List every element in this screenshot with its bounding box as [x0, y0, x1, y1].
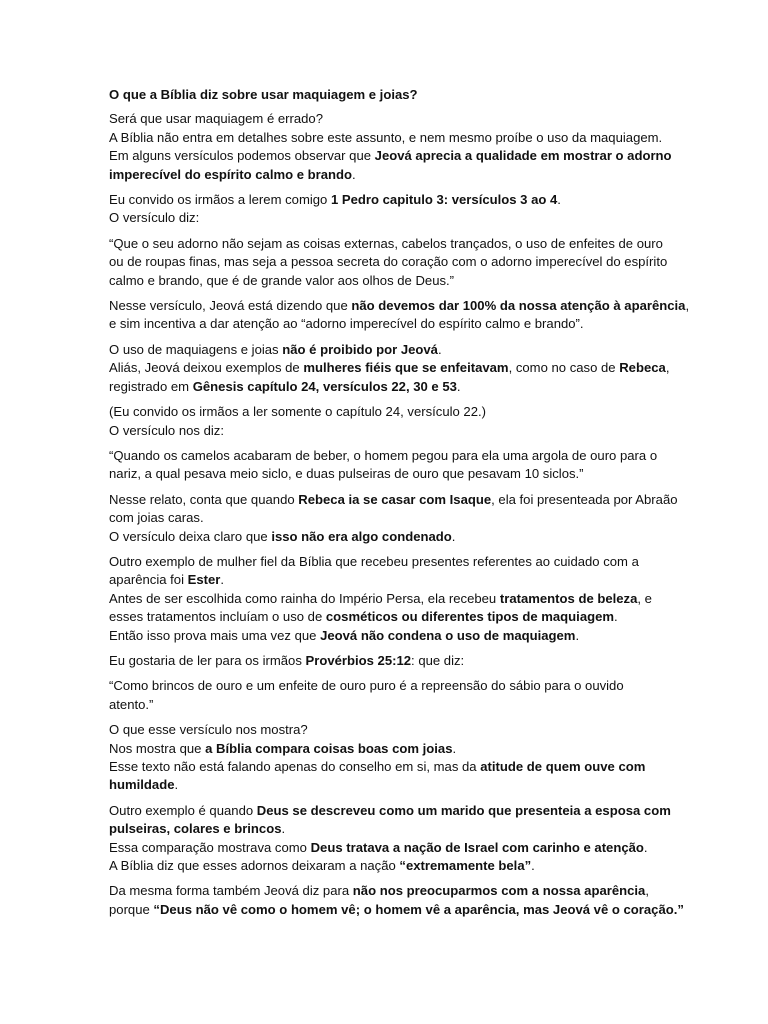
- bold-text: a Bíblia compara coisas boas com joias: [205, 740, 453, 756]
- text-run: : que diz:: [411, 652, 465, 668]
- bold-text: tratamentos de beleza: [499, 590, 638, 606]
- text-run: “Como brincos de ouro e um enfeite de ouro puro é a repreensão do sábio para o ouvido: [109, 678, 624, 694]
- text-line: [109, 553, 657, 571]
- text-line: [109, 758, 657, 776]
- paragraph: [109, 191, 657, 228]
- bold-text: isso não era algo condenado: [271, 528, 452, 544]
- text-line: [109, 528, 657, 546]
- bold-text: “Deus não vê como o homem vê; o homem vê a aparência, mas Jeová vê o coração.”: [153, 901, 684, 917]
- paragraph: [109, 235, 668, 290]
- text-line: [109, 608, 657, 626]
- bold-text: não é proibido por Jeová: [282, 341, 438, 357]
- text-run: Outro exemplo de mulher fiel da Bíblia que recebeu presentes referentes ao cuidado com a: [109, 553, 639, 569]
- document-title: O que a Bíblia diz sobre usar maquiagem e joias?: [109, 87, 418, 102]
- text-run: ,: [685, 298, 690, 314]
- text-run: porque: [109, 901, 154, 917]
- text-line: [109, 272, 657, 290]
- text-line: [109, 839, 657, 857]
- text-run: .: [281, 821, 286, 837]
- text-run: O versículo nos diz:: [109, 422, 224, 438]
- bold-text: Jeová não condena o uso de maquiagem: [320, 627, 576, 643]
- paragraph: [109, 447, 657, 484]
- bold-text: Rebeca ia se casar com Isaque: [298, 491, 492, 507]
- text-line: [109, 341, 657, 359]
- text-run: Essa comparação mostrava como: [109, 839, 311, 855]
- paragraph: [109, 403, 657, 440]
- paragraph: [109, 110, 672, 184]
- bold-text: Deus tratava a nação de Israel com carinho e atenção: [310, 839, 644, 855]
- text-run: .: [575, 627, 580, 643]
- bold-text: Deus se descreveu como um marido que presenteia a esposa com: [256, 802, 671, 818]
- bold-text: atitude de quem ouve com: [480, 759, 646, 774]
- bold-text: Gênesis capítulo 24, versículos 22, 30 e 53: [192, 378, 457, 394]
- text-run: , e: [637, 590, 652, 606]
- text-line: [109, 571, 657, 589]
- bold-text: não nos preocuparmos com a nossa aparência: [352, 883, 646, 899]
- text-line: [109, 677, 657, 695]
- text-line: [109, 721, 657, 739]
- text-run: “Quando os camelos acabaram de beber, o homem pegou para ela uma argola de ouro para o: [109, 447, 658, 463]
- paragraph: [109, 882, 684, 919]
- text-line: [109, 315, 657, 333]
- text-line: [109, 422, 657, 440]
- text-line: [109, 652, 657, 670]
- text-run: (Eu convido os irmãos a ler somente o capítulo 24, versículo 22.): [109, 404, 486, 420]
- text-line: [109, 166, 657, 184]
- text-line: [109, 147, 672, 165]
- text-run: com joias caras.: [109, 510, 204, 526]
- text-run: nariz, a qual pesava meio siclo, e duas pulseiras de ouro que pesavam 10 siclos.”: [109, 466, 584, 482]
- text-run: atento.”: [109, 696, 154, 712]
- text-line: [109, 802, 671, 820]
- bold-text: Ester: [187, 572, 221, 588]
- text-run: Da mesma forma também Jeová diz para: [109, 883, 353, 899]
- bold-text: 1 Pedro capitulo 3: versículos 3 ao 4: [330, 192, 558, 208]
- text-run: A Bíblia não entra em detalhes sobre este assunto, e nem mesmo proíbe o uso da maquiagem.: [109, 129, 663, 145]
- text-run: .: [451, 528, 456, 544]
- text-line: [109, 901, 684, 919]
- text-line: [109, 253, 668, 271]
- text-line: [109, 696, 657, 714]
- bold-text: mulheres fiéis que se enfeitavam: [303, 360, 509, 376]
- text-line: [109, 129, 663, 147]
- text-run: , como no caso de: [508, 360, 620, 376]
- text-run: .: [352, 166, 356, 182]
- text-run: Eu convido os irmãos a lerem comigo: [109, 192, 331, 208]
- text-run: .: [531, 858, 535, 874]
- text-run: “Que o seu adorno não sejam as coisas externas, cabelos trançados, o uso de enfeites de ouro: [109, 235, 663, 251]
- text-run: Esse texto não está falando apenas do conselho em si, mas da: [109, 759, 481, 774]
- bold-text: Jeová aprecia a qualidade em mostrar o adorno: [374, 148, 672, 164]
- text-run: O versículo deixa claro que: [109, 528, 272, 544]
- text-run: Nos mostra que: [109, 740, 206, 756]
- text-run: Eu gostaria de ler para os irmãos: [109, 652, 306, 668]
- bold-text: humildade: [109, 777, 175, 793]
- text-run: .: [614, 609, 618, 625]
- text-line: [109, 235, 663, 253]
- bold-text: “extremamente bela”: [399, 858, 532, 874]
- paragraph: [109, 802, 671, 876]
- text-run: ,: [645, 883, 649, 899]
- bold-text: pulseiras, colares e brincos: [109, 821, 282, 837]
- text-run: ou de roupas finas, mas seja a pessoa secreta do coração com o adorno imperecível do espírito: [109, 254, 668, 270]
- text-run: Será que usar maquiagem é errado?: [109, 111, 323, 127]
- text-line: [109, 857, 657, 875]
- text-run: .: [174, 777, 179, 793]
- text-run: registrado em: [109, 378, 193, 394]
- text-line: [109, 627, 657, 645]
- text-line: [109, 359, 670, 377]
- text-run: .: [437, 341, 442, 357]
- text-line: [109, 447, 657, 465]
- text-line: [109, 590, 657, 608]
- bold-text: imperecível do espírito calmo e brando: [109, 166, 353, 182]
- text-run: .: [220, 572, 225, 588]
- text-run: Outro exemplo é quando: [109, 802, 257, 818]
- text-run: calmo e brando, que é de grande valor aos olhos de Deus.”: [109, 272, 455, 288]
- text-run: .: [452, 740, 457, 756]
- document-body: [109, 110, 690, 919]
- text-line: [109, 509, 657, 527]
- text-line: [109, 882, 657, 900]
- text-run: O uso de maquiagens e joias: [109, 341, 283, 357]
- text-line: [109, 740, 657, 758]
- text-line: [109, 820, 657, 838]
- text-run: .: [456, 378, 461, 394]
- text-run: A Bíblia diz que esses adornos deixaram a nação: [109, 858, 400, 874]
- text-run: Antes de ser escolhida como rainha do Império Persa, ela recebeu: [109, 590, 500, 606]
- text-run: Aliás, Jeová deixou exemplos de: [109, 360, 304, 376]
- bold-text: Rebeca: [619, 360, 666, 376]
- text-run: Em alguns versículos podemos observar que: [109, 148, 375, 164]
- text-run: .: [557, 192, 561, 208]
- text-run: esses tratamentos incluíam o uso de: [109, 609, 326, 625]
- paragraph: [109, 553, 657, 645]
- paragraph: [109, 297, 690, 334]
- paragraph: [109, 677, 657, 714]
- text-line: [109, 191, 657, 209]
- text-run: , ela foi presenteada por Abraão: [491, 491, 678, 507]
- paragraph: [109, 491, 678, 546]
- text-run: Nesse relato, conta que quando: [109, 491, 299, 507]
- bold-text: Provérbios 25:12: [305, 652, 412, 668]
- text-line: [109, 403, 657, 421]
- paragraph: [109, 652, 657, 670]
- text-run: O que esse versículo nos mostra?: [109, 722, 308, 738]
- text-run: Então isso prova mais uma vez que: [109, 627, 321, 643]
- text-line: [109, 776, 657, 794]
- text-run: ,: [665, 360, 670, 376]
- text-run: O versículo diz:: [109, 210, 200, 226]
- document-page: [109, 86, 690, 926]
- text-run: aparência foi: [109, 572, 188, 588]
- text-run: .: [643, 839, 648, 855]
- paragraph: [109, 341, 670, 396]
- paragraph: [109, 721, 657, 795]
- text-line: [109, 491, 678, 509]
- text-line: [109, 378, 657, 396]
- text-line: [109, 209, 657, 227]
- text-line: [109, 110, 657, 128]
- text-line: [109, 465, 657, 483]
- text-line: [109, 297, 690, 315]
- bold-text: não devemos dar 100% da nossa atenção à aparência: [351, 298, 686, 314]
- text-run: Nesse versículo, Jeová está dizendo que: [109, 298, 352, 314]
- bold-text: cosméticos ou diferentes tipos de maquiagem: [325, 609, 615, 625]
- text-run: e sim incentiva a dar atenção ao “adorno imperecível do espírito calmo e brando”.: [109, 316, 584, 332]
